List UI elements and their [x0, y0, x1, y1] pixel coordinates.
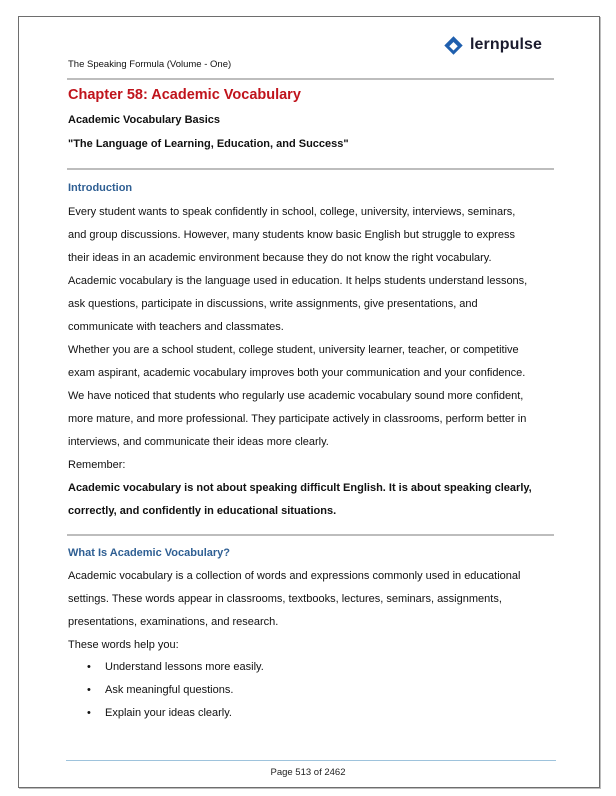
paragraph-line: These words help you: — [68, 639, 179, 651]
paragraph-line: settings. These words appear in classrooms, textbooks, lectures, seminars, assignments, — [68, 593, 502, 605]
what-is-body — [68, 565, 554, 657]
bullet-list — [86, 656, 264, 725]
paragraph-line: Academic vocabulary is a collection of words and expressions commonly used in educational — [68, 570, 521, 582]
paragraph-line: Academic vocabulary is the language used in education. It helps students understand lessons, — [68, 275, 528, 287]
paragraph-line: presentations, examinations, and research. — [68, 616, 279, 628]
paragraph-line: Whether you are a school student, college student, university learner, teacher, or competitive — [68, 344, 519, 356]
list-item: • Explain your ideas clearly. — [86, 702, 264, 725]
paragraph-line: communicate with teachers and classmates. — [68, 321, 284, 333]
remember-line: correctly, and confidently in educational situations. — [68, 505, 337, 517]
paragraph-line: their ideas in an academic environment because they do not know the right vocabulary. — [68, 252, 492, 264]
footer-divider — [66, 760, 556, 761]
remember-line: Academic vocabulary is not about speaking difficult English. It is about speaking clearly, — [68, 482, 532, 494]
paragraph-line: We have noticed that students who regularly use academic vocabulary sound more confident, — [68, 390, 524, 402]
paragraph-line: ask questions, participate in discussions, write assignments, give presentations, and — [68, 298, 478, 310]
chapter-subtitle: Academic Vocabulary Basics — [68, 114, 221, 126]
list-item: • Ask meaningful questions. — [86, 679, 264, 702]
introduction-body — [68, 201, 554, 523]
paragraph-line: and group discussions. However, many students know basic English but struggle to express — [68, 229, 515, 241]
book-title: The Speaking Formula (Volume - One) — [68, 59, 232, 70]
what-is-heading: What Is Academic Vocabulary? — [68, 547, 230, 559]
logo — [447, 36, 542, 54]
chapter-tagline: "The Language of Learning, Education, and Success" — [68, 138, 349, 150]
list-item: • Understand lessons more easily. — [86, 656, 264, 679]
paragraph-line: interviews, and communicate their ideas more clearly. — [68, 436, 329, 448]
remember-label: Remember: — [68, 459, 126, 471]
chapter-divider — [67, 168, 554, 170]
chapter-title: Chapter 58: Academic Vocabulary — [68, 87, 301, 103]
paragraph-line: exam aspirant, academic vocabulary improves both your communication and your confidence. — [68, 367, 526, 379]
page-number: Page 513 of 2462 — [270, 767, 346, 778]
paragraph-line: more mature, and more professional. They participate actively in classrooms, perform better in — [68, 413, 527, 425]
introduction-heading: Introduction — [68, 182, 133, 194]
paragraph-line: Every student wants to speak confidently in school, college, university, interviews, seminars, — [68, 206, 516, 218]
header-divider — [67, 78, 554, 80]
section-divider — [67, 534, 554, 536]
diamond-logo-icon — [444, 36, 462, 54]
logo-text: lernpulse — [470, 36, 543, 53]
